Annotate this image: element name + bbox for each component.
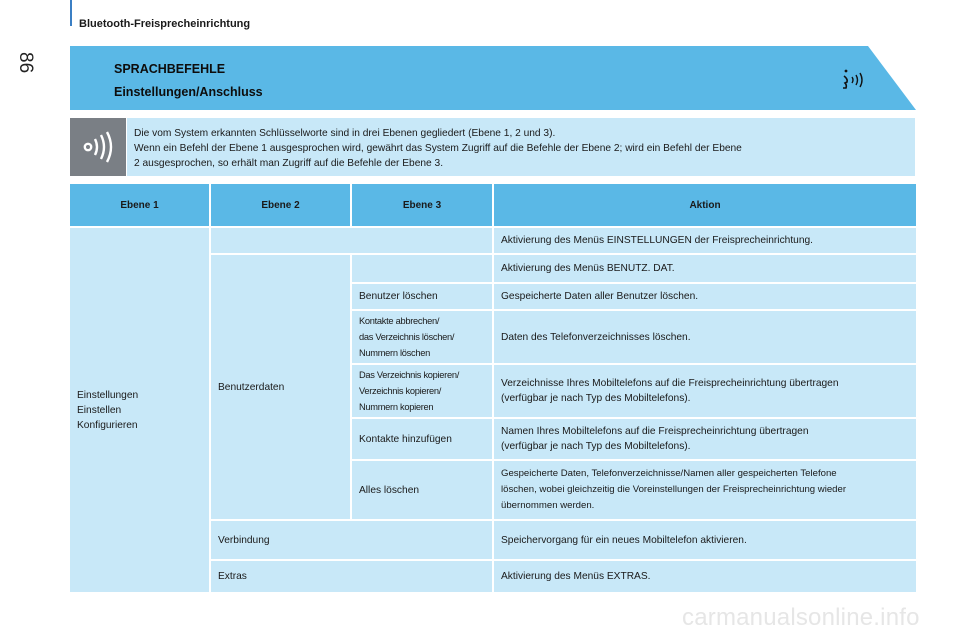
page-number: 86 [15,52,36,74]
level3-cell [352,311,492,363]
level3-keyword: Kontakte hinzufügen [359,433,452,445]
watermark: carmanualsonline.info [682,604,920,631]
level3-keyword: Verzeichnis kopieren/ [359,386,442,396]
level1-keyword: Einstellungen [77,389,139,401]
info-text [134,126,904,171]
action-text: Gespeicherte Daten aller Benutzer löschen. [501,291,699,302]
action-text: Daten des Telefonverzeichnisses löschen. [501,331,691,343]
banner-subtitle: Einstellungen/Anschluss [114,85,263,99]
level2-keyword: Verbindung [218,534,270,546]
level3-keyword: Das Verzeichnis kopieren/ [359,370,459,380]
header-aktion: Aktion [494,184,916,226]
action-text: (verfügbar je nach Typ des Mobiltelefons). [501,441,691,452]
action-cell [494,521,916,559]
empty-cell [352,255,492,282]
action-text: Aktivierung des Menüs BENUTZ. DAT. [501,263,675,274]
info-icon-box [70,118,126,176]
section-title: Bluetooth-Freisprecheinrichtung [79,18,251,30]
info-line: Die vom System erkannten Schlüsselworte sind in drei Ebenen gegliedert (Ebene 1, 2 und 3). [134,128,556,139]
action-cell [494,419,916,459]
level2-keyword: Extras [218,571,247,582]
level2-cell-extras [211,561,492,592]
banner-title: SPRACHBEFEHLE [114,62,226,76]
header-accent-line [70,0,72,26]
level3-cell [352,461,492,519]
action-cell [494,561,916,592]
level3-keyword: Benutzer löschen [359,291,438,302]
level1-keyword: Einstellen [77,404,122,416]
info-line: Wenn ein Befehl der Ebene 1 ausgesprochen wird, gewährt das System Zugriff auf die Befehle der Ebene 2; wird ein Befehl der Ebene [134,143,742,154]
level1-keyword: Konfigurieren [77,419,138,431]
level3-cell [352,284,492,309]
level3-keyword: das Verzeichnis löschen/ [359,332,455,342]
level2-keyword: Benutzerdaten [218,381,285,393]
action-text: Aktivierung des Menüs EINSTELLUNGEN der Freisprecheinrichtung. [501,235,813,246]
empty-cell [211,228,492,253]
level2-cell-verbindung [211,521,492,559]
header-ebene-3: Ebene 3 [352,184,492,226]
action-text: Aktivierung des Menüs EXTRAS. [501,571,651,582]
level3-cell [352,365,492,417]
action-text: Verzeichnisse Ihres Mobiltelefons auf die Freisprecheinrichtung übertragen [501,378,839,389]
action-text: Namen Ihres Mobiltelefons auf die Freisprecheinrichtung übertragen [501,426,809,437]
level3-keyword: Nummern kopieren [359,402,434,412]
action-cell [494,228,916,253]
level1-cell [70,228,209,592]
header-ebene-1: Ebene 1 [70,184,209,226]
action-cell [494,255,916,282]
info-line: 2 ausgesprochen, so erhält man Zugriff auf die Befehle der Ebene 3. [134,158,444,169]
level3-cell [352,419,492,459]
voice-command-table [70,184,916,592]
level2-cell-benutzerdaten [211,255,350,519]
action-text: übernommen werden. [501,500,595,511]
action-text: (verfügbar je nach Typ des Mobiltelefons). [501,393,691,404]
action-text: Speichervorgang für ein neues Mobiltelefon aktivieren. [501,534,747,546]
level3-keyword: Kontakte abbrechen/ [359,316,440,326]
level3-keyword: Alles löschen [359,484,420,496]
header-ebene-2: Ebene 2 [211,184,350,226]
action-cell [494,365,916,417]
level3-keyword: Nummern löschen [359,348,430,358]
action-text: Gespeicherte Daten, Telefonverzeichnisse/Namen aller gespeicherten Telefone [501,468,837,479]
voice-command-icon [838,66,872,94]
action-text: löschen, wobei gleichzeitig die Voreinstellungen der Freisprecheinrichtung wieder [501,484,847,495]
title-banner [70,46,916,110]
action-cell [494,311,916,363]
speaker-sound-icon [80,130,116,164]
action-cell [494,284,916,309]
action-cell [494,461,916,519]
